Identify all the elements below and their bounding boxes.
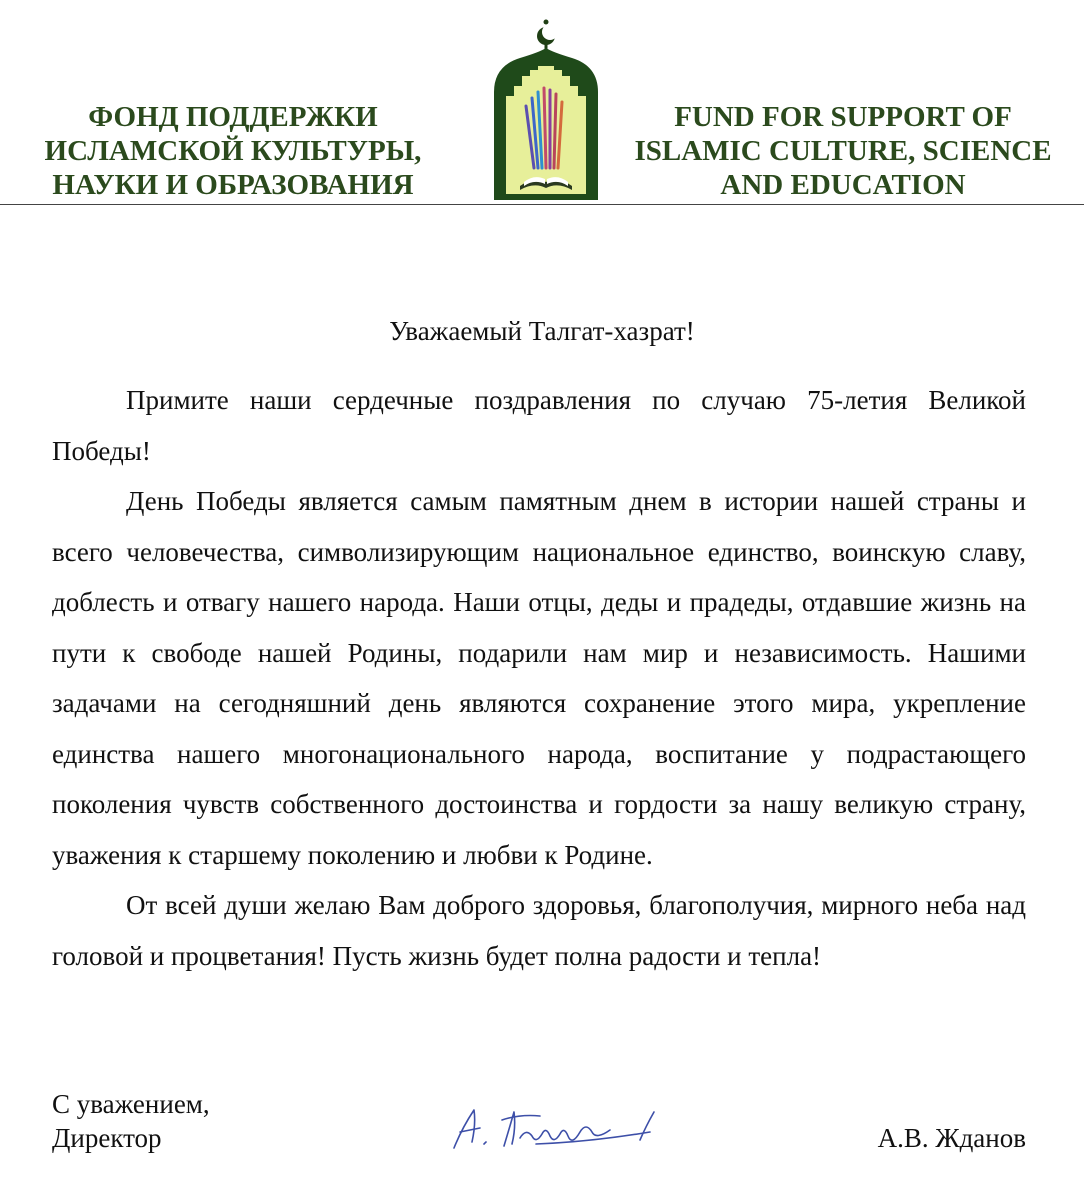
letterhead <box>0 0 1084 210</box>
handwritten-signature-icon <box>440 1098 680 1158</box>
paragraph: Примите наши сердечные поздравления по случаю 75-летия Великой Победы! <box>52 385 1026 466</box>
salutation: Уважаемый Талгат-хазрат! <box>389 316 695 346</box>
closing-regards: С уважением, <box>52 1089 210 1119</box>
crescent-icon <box>537 20 558 51</box>
org-name-line: FUND FOR SUPPORT OF <box>674 101 1012 133</box>
signer-name: А.В. Жданов <box>877 1123 1026 1153</box>
header-divider <box>0 204 1084 205</box>
org-name-russian <box>28 100 438 202</box>
mosque-arch-emblem-icon <box>490 18 602 200</box>
closing <box>52 1087 210 1155</box>
org-name-line: ISLAMIC CULTURE, SCIENCE <box>634 135 1052 167</box>
paragraph: День Победы является самым памятным днем в истории нашей страны и всего человечества, символизирующим национальное единство, воинскую славу, доблесть и отвагу нашего народа. Наши отцы, деды и прадеды, отдавшие жизнь на пути к свободе нашей Родины, подарили нам мир и независимость. Нашими задачами на сегодняшний день являются сохранение этого мира, укрепление единства нашего многонационального народа, воспитание у подрастающего поколения чувств собственного достоинства и гордости за нашу великую страну, уважения к старшему поколению и любви к Родине. <box>52 486 1026 870</box>
org-name-english <box>618 100 1068 202</box>
letter-body <box>52 375 1026 981</box>
org-name-line: ИСЛАМСКОЙ КУЛЬТУРЫ, <box>44 135 422 167</box>
org-name-line: AND EDUCATION <box>720 169 966 201</box>
org-name-line: НАУКИ И ОБРАЗОВАНИЯ <box>52 169 414 201</box>
signer-title: Директор <box>52 1123 162 1153</box>
paragraph: От всей души желаю Вам доброго здоровья, благополучия, мирного неба над головой и процветания! Пусть жизнь будет полна радости и тепла! <box>52 890 1026 971</box>
org-name-line: ФОНД ПОДДЕРЖКИ <box>88 101 378 133</box>
